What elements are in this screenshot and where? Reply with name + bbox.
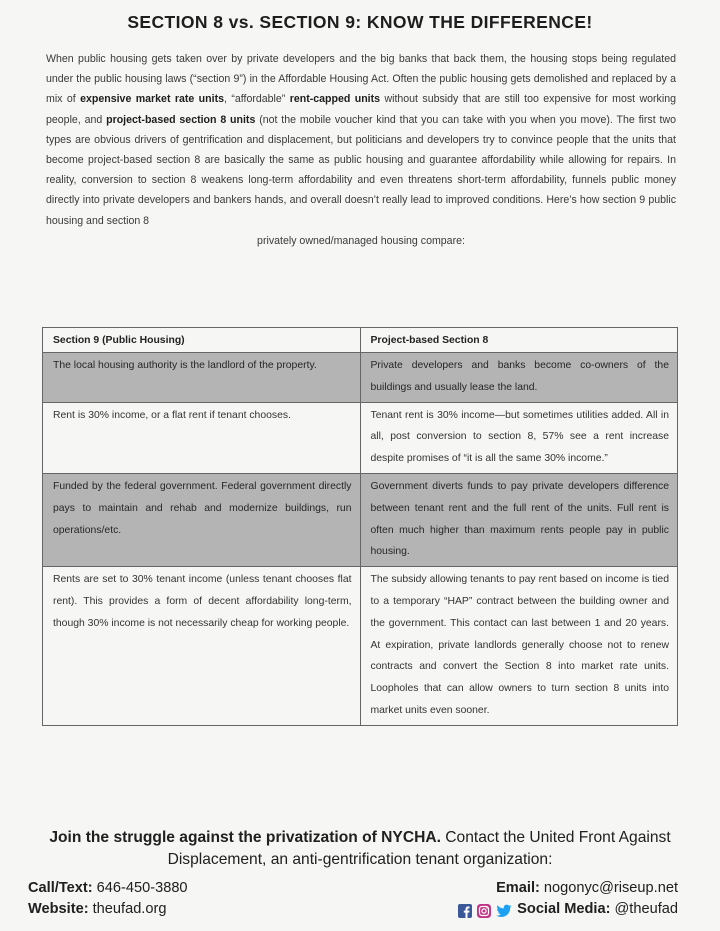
intro-text-5: privately owned/managed housing compare: bbox=[257, 234, 465, 247]
contact-website bbox=[28, 899, 166, 920]
cell-section9-affordability: Rents are set to 30% tenant income (unless tenant chooses flat rent). This provides a form of decent affordability long-term, though 30% income is not necessarily cheap for working people. bbox=[43, 567, 361, 726]
table-row bbox=[43, 353, 678, 403]
email-link[interactable]: nogonyc@riseup.net bbox=[539, 880, 678, 896]
intro-bold-rent-capped: rent-capped units bbox=[289, 93, 381, 106]
contact-social bbox=[458, 899, 678, 922]
table-row bbox=[43, 473, 678, 566]
phone-label: Call/Text: bbox=[28, 880, 93, 896]
table-header-row bbox=[43, 328, 678, 353]
cta-bold: Join the struggle against the privatization of NYCHA. bbox=[49, 829, 441, 846]
intro-bold-market-rate: expensive market rate units bbox=[80, 93, 224, 106]
intro-text-1: When public housing gets taken over by private developers and the big banks that back them, the housing stops being regulated under the public housing laws (“section 9”) in the Affordable Housing Act. Often the public housing gets demolished and replaced by a mix of bbox=[46, 53, 676, 106]
facebook-icon[interactable] bbox=[458, 904, 472, 918]
cta-text-1: Contact the United Front Against bbox=[440, 829, 671, 846]
social-label: Social Media: bbox=[517, 901, 611, 917]
cell-section8-funding: Government diverts funds to pay private developers difference between tenant rent and the full rent of the units. Full rent is often much higher than maximum rents people pay in public housing. bbox=[360, 473, 678, 566]
social-handle[interactable]: @theufad bbox=[610, 901, 678, 917]
website-label: Website: bbox=[28, 901, 89, 917]
email-label: Email: bbox=[496, 880, 540, 896]
intro-paragraph bbox=[46, 49, 676, 251]
table-row bbox=[43, 402, 678, 473]
instagram-icon[interactable] bbox=[477, 904, 491, 918]
cta-text-2: Displacement, an anti-gentrification tenant organization: bbox=[167, 851, 553, 868]
contact-phone bbox=[28, 878, 188, 899]
page-title: SECTION 8 vs. SECTION 9: KNOW THE DIFFERENCE! bbox=[127, 12, 593, 32]
phone-value: 646-450-3880 bbox=[92, 880, 188, 896]
cell-section9-landlord: The local housing authority is the landlord of the property. bbox=[43, 353, 361, 403]
contact-email bbox=[496, 878, 678, 899]
twitter-icon[interactable] bbox=[496, 904, 512, 918]
intro-text-4: (not the mobile voucher kind that you can take with you when you move). The first two types are obvious drivers of gentrification and displacement, but politicians and developers try to convince people that the units that become project-based section 8 are basically the same as public housing and guarantee affordability while allowing for repairs. In reality, conversion to section 8 weakens long-term affordability and even threatens short-term affordability, funnels public money directly into private developers and bankers hands, and overall doesn’t really lead to improved conditions. Here’s how section 9 public housing and section 8 bbox=[46, 113, 676, 227]
intro-bold-section8: project-based section 8 units bbox=[106, 113, 256, 126]
cell-section8-affordability: The subsidy allowing tenants to pay rent based on income is tied to a temporary “HAP” contract between the building owner and the government. This contact can last between 1 and 20 years. At expiration, private landlords generally choose not to renew contracts and convert the Section 8 into market rate units. Loopholes that can allow owners to turn section 8 units into market units even sooner. bbox=[360, 567, 678, 726]
cell-section8-rent: Tenant rent is 30% income—but sometimes utilities added. All in all, post conversion to section 8, 57% see a rent increase despite promises of “it is all the same 30% income.” bbox=[360, 402, 678, 473]
call-to-action bbox=[0, 827, 720, 871]
social-icons bbox=[458, 901, 513, 922]
intro-text-3: without subsidy that are still too expensive for most working people, and bbox=[46, 93, 676, 126]
website-link[interactable]: theufad.org bbox=[88, 901, 167, 917]
cell-section8-landlord: Private developers and banks become co-owners of the buildings and usually lease the land. bbox=[360, 353, 678, 403]
table-row bbox=[43, 567, 678, 726]
col-header-section9: Section 9 (Public Housing) bbox=[43, 328, 361, 353]
col-header-section8: Project-based Section 8 bbox=[360, 328, 678, 353]
cell-section9-funding: Funded by the federal government. Federal government directly pays to maintain and rehab and modernize buildings, run operations/etc. bbox=[43, 473, 361, 566]
comparison-table bbox=[42, 327, 678, 726]
cell-section9-rent: Rent is 30% income, or a flat rent if tenant chooses. bbox=[43, 402, 361, 473]
intro-text-2: , “affordable” bbox=[224, 93, 290, 106]
